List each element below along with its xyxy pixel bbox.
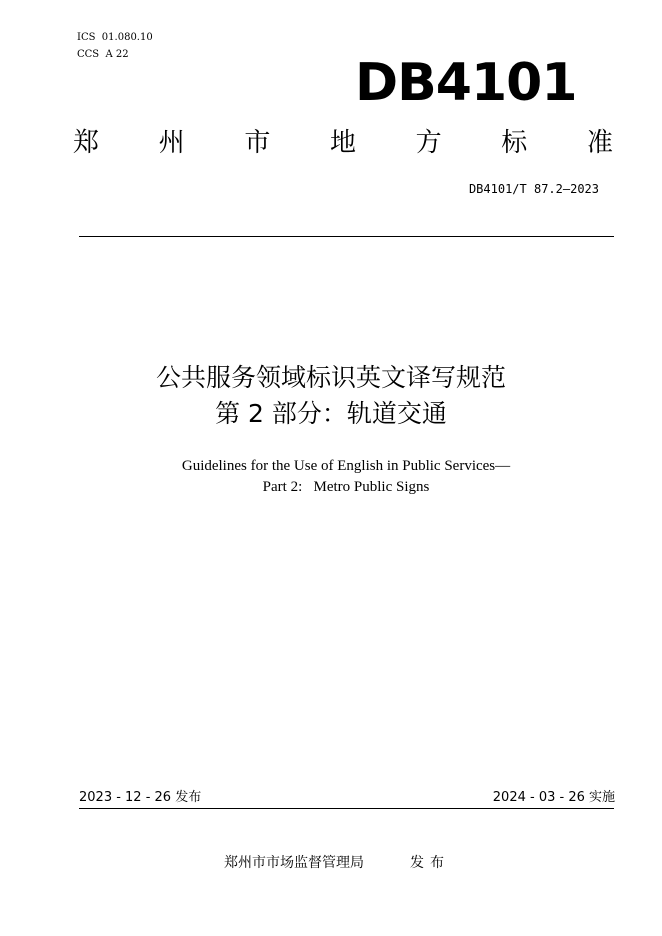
ccs-code: CCS A 22 (77, 49, 129, 60)
standard-type-char: 地 (329, 128, 356, 158)
db-logo: DB4101 (355, 53, 577, 113)
issue-date: 2023 - 12 - 26 发布 (79, 790, 202, 805)
footer-divider (79, 808, 614, 809)
main-title-cn-line1: 公共服务领域标识英文译写规范 (155, 363, 506, 392)
title-en-line1: Guidelines for the Use of English in Public Services— (181, 458, 511, 474)
standard-type-char: 州 (158, 128, 185, 158)
standard-type-char: 市 (244, 128, 271, 158)
header-divider (79, 236, 614, 237)
standard-number: DB4101/T 87.2—2023 (468, 182, 599, 196)
standard-type-char: 标 (501, 128, 528, 158)
standard-type-char: 郑 (73, 128, 100, 158)
publisher-name: 郑州市市场监督管理局 (224, 855, 364, 871)
standard-type-char: 准 (586, 128, 613, 158)
standard-type-title (73, 127, 613, 159)
title-en-line2: Part 2: Metro Public Signs (262, 479, 430, 495)
standard-type-char: 方 (415, 128, 442, 158)
ics-code: ICS 01.080.10 (77, 32, 153, 43)
implementation-date: 2024 - 03 - 26 实施 (492, 790, 615, 805)
main-title-cn-line2: 第 2 部分：轨道交通 (215, 399, 447, 428)
publish-label: 发布 (410, 855, 450, 871)
